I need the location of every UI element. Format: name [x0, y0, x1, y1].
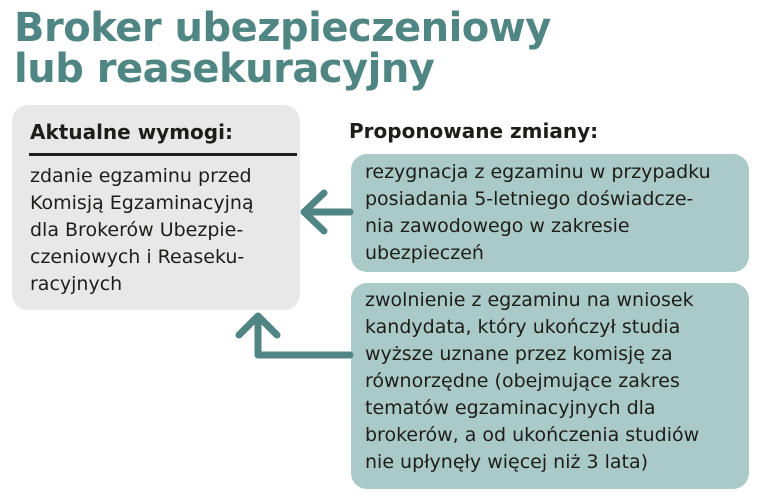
proposed-line: równorzędne (obejmujące zakres — [365, 370, 680, 392]
arrow-icon — [239, 316, 350, 355]
proposed-line: ubezpieczeń — [365, 242, 484, 264]
current-line: zdanie egzaminu przed — [30, 165, 252, 187]
proposed-line: rezygnacja z egzaminu w przypadku — [365, 161, 711, 183]
title-line-2: lub reasekuracyjny — [14, 46, 435, 92]
proposed-line: nia zawodowego w zakresie — [365, 215, 630, 237]
proposed-line: zwolnienie z egzaminu na wniosek — [365, 289, 694, 311]
current-line: Komisją Egzaminacyjną — [30, 192, 254, 214]
arrow-icon — [304, 193, 350, 231]
current-line: racyjnych — [30, 273, 123, 295]
proposed-line: brokerów, a od ukończenia studiów — [365, 424, 700, 446]
proposed-line: tematów egzaminacyjnych dla — [365, 397, 656, 419]
proposed-line: kandydata, który ukończył studia — [365, 316, 681, 338]
proposed-changes-heading: Proponowane zmiany: — [349, 119, 599, 143]
title-line-1: Broker ubezpieczeniowy — [14, 5, 551, 51]
proposed-line: wyższe uznane przez komisję za — [365, 343, 673, 365]
current-line: czeniowych i Reaseku- — [30, 246, 245, 268]
current-requirements-heading: Aktualne wymogi: — [30, 120, 233, 144]
arrow-2-shaft — [258, 319, 350, 355]
proposed-line: nie upłynęły więcej niż 3 lata) — [365, 451, 649, 473]
proposed-line: posiadania 5-letniego doświadcze- — [365, 188, 694, 210]
current-line: dla Brokerów Ubezpie- — [30, 219, 244, 241]
